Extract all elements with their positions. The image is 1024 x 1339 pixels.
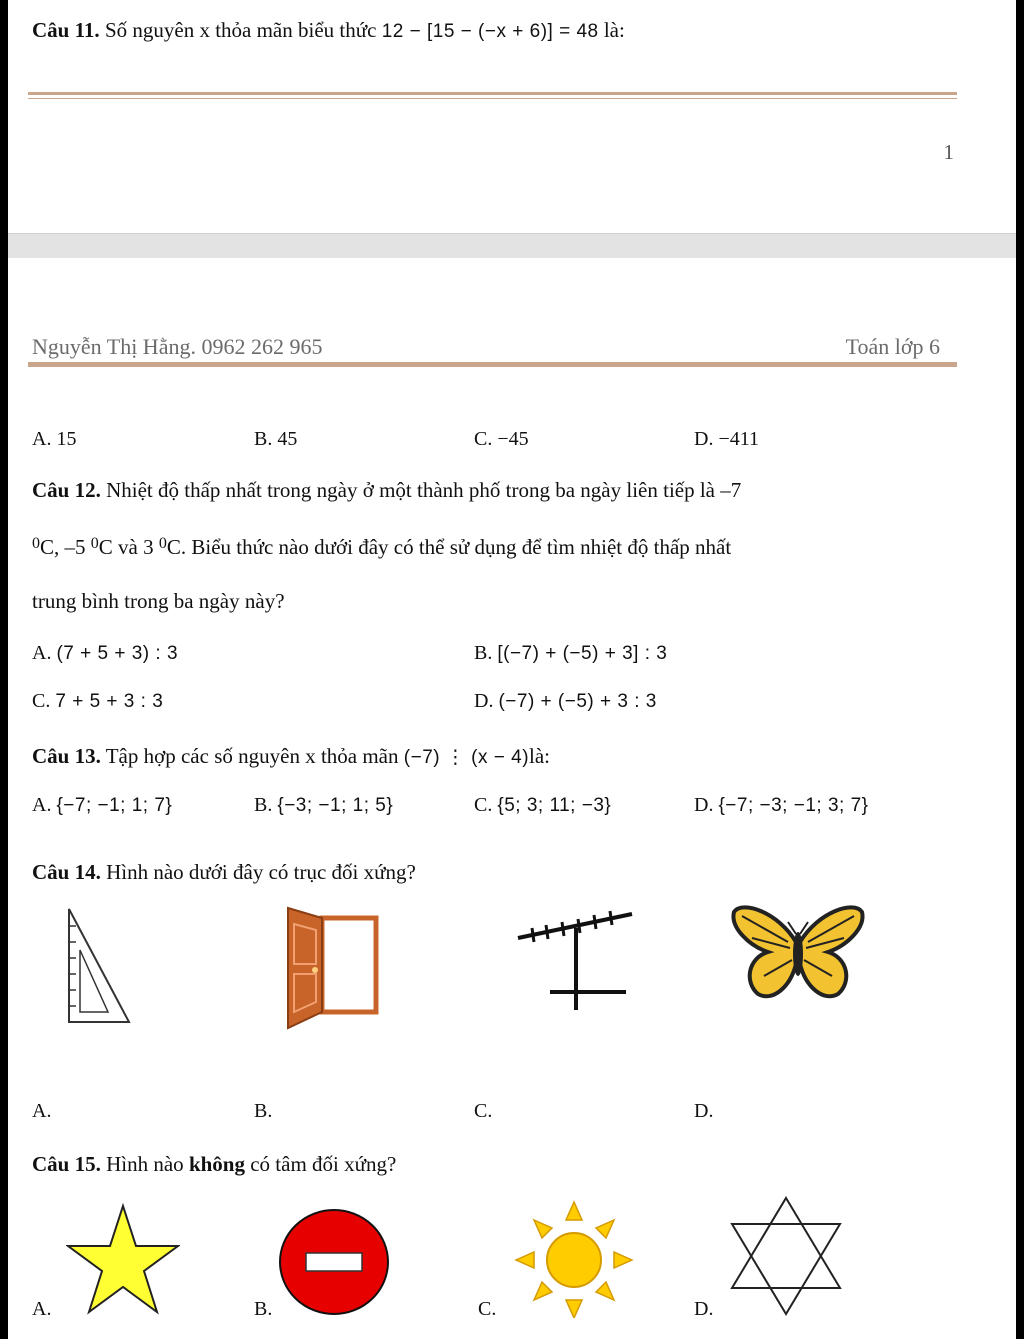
q15-text-bold: không xyxy=(188,1152,245,1176)
q15-option-b: B. xyxy=(254,1298,273,1320)
q13-option-b-label: B. xyxy=(254,794,273,816)
q13-option-b xyxy=(254,794,393,817)
q12-line-2 xyxy=(32,517,964,574)
q12-option-c xyxy=(32,690,163,713)
six-point-star-figure xyxy=(726,1194,846,1318)
q11-option-d: D. −411 xyxy=(694,428,759,450)
q14-option-b: B. xyxy=(254,1100,273,1122)
q14-option-c: C. xyxy=(474,1100,493,1122)
q12-option-a-expr: (7 + 5 + 3) : 3 xyxy=(56,643,179,664)
q13-option-a xyxy=(32,794,172,817)
q12-option-d-expr: (−7) + (−5) + 3 : 3 xyxy=(498,691,657,712)
no-entry-sign-figure xyxy=(276,1206,392,1318)
q11-text: Số nguyên x thỏa mãn biểu thức xyxy=(104,18,377,42)
q13-option-d-expr: {−7; −3; −1; 3; 7} xyxy=(718,795,869,816)
header-author: Nguyễn Thị Hằng. 0962 262 965 xyxy=(32,334,323,359)
q15-option-c: C. xyxy=(478,1298,497,1320)
header-rule xyxy=(28,362,957,367)
q13-option-c-expr: {5; 3; 11; −3} xyxy=(497,795,612,816)
q12-option-a-label: A. xyxy=(32,642,52,664)
q12-line2-part-c: C. Biểu thức nào dưới đây có thể sử dụng để tìm nhiệt độ thấp nhất xyxy=(166,535,732,559)
q13-option-a-expr: {−7; −1; 1; 7} xyxy=(56,795,173,816)
footer-rule-thin xyxy=(28,98,957,99)
open-door-figure xyxy=(282,902,382,1032)
q12-option-c-label: C. xyxy=(32,690,51,712)
q11-tail: là: xyxy=(603,18,625,42)
q14-text: Hình nào dưới đây có trục đối xứng? xyxy=(106,860,416,884)
q13-option-c-label: C. xyxy=(474,794,493,816)
q11-label: Câu 11. xyxy=(32,18,100,42)
q12-option-b-expr: [(−7) + (−5) + 3] : 3 xyxy=(497,643,668,664)
butterfly-figure xyxy=(728,902,868,1006)
q13-tail: là: xyxy=(529,744,551,768)
q12-degree-1: 0 xyxy=(32,535,40,552)
q13-line xyxy=(32,744,550,769)
q11-expression: 12 − [15 − (−x + 6)] = 48 xyxy=(381,21,599,42)
page-gap xyxy=(8,233,1016,260)
q13-option-d xyxy=(694,794,869,817)
q12-line1-text: Nhiệt độ thấp nhất trong ngày ở một thành phố trong ba ngày liên tiếp là –7 xyxy=(106,478,742,502)
q12-option-d-label: D. xyxy=(474,690,494,712)
q13-option-a-label: A. xyxy=(32,794,52,816)
q12-label: Câu 12. xyxy=(32,478,101,502)
q15-line xyxy=(32,1152,396,1177)
q12-option-d xyxy=(474,690,657,713)
page-number: 1 xyxy=(943,140,954,164)
q15-label: Câu 15. xyxy=(32,1152,101,1176)
q12-degree-3: 0 xyxy=(158,535,167,552)
header-subject: Toán lớp 6 xyxy=(845,334,940,359)
q12-option-c-expr: 7 + 5 + 3 : 3 xyxy=(55,691,164,712)
page-bottom xyxy=(8,258,1016,1339)
q13-label: Câu 13. xyxy=(32,744,101,768)
q12-line-3: trung bình trong ba ngày này? xyxy=(32,589,285,613)
antenna-figure xyxy=(512,906,638,1016)
q13-option-b-expr: {−3; −1; 1; 5} xyxy=(277,795,394,816)
q15-text-before: Hình nào xyxy=(106,1152,184,1176)
q12-paragraph xyxy=(32,463,964,628)
q12-option-b-label: B. xyxy=(474,642,493,664)
q15-option-a: A. xyxy=(32,1298,52,1320)
q11-option-a: A. 15 xyxy=(32,428,77,450)
q12-line-1 xyxy=(32,463,964,517)
q11-option-c: C. −45 xyxy=(474,428,529,450)
q14-option-d: D. xyxy=(694,1100,714,1122)
q12-option-a xyxy=(32,642,178,665)
q12-line2-part-b: C và 3 xyxy=(98,535,159,559)
page-top xyxy=(8,0,1016,233)
q12-line2-part-a: C, –5 xyxy=(40,535,91,559)
q13-option-c xyxy=(474,794,611,817)
q13-expression: (−7) ⋮ (x − 4) xyxy=(403,747,530,768)
q14-option-a: A. xyxy=(32,1100,52,1122)
set-square-figure xyxy=(64,904,134,1026)
q13-text: Tập hợp các số nguyên x thỏa mãn xyxy=(105,744,399,768)
sun-figure xyxy=(512,1198,636,1318)
q12-option-b xyxy=(474,642,667,665)
five-point-star-figure xyxy=(66,1202,180,1318)
footer-rule-thick xyxy=(28,92,957,95)
q11-line xyxy=(32,18,625,43)
q14-line xyxy=(32,860,416,885)
q15-option-d: D. xyxy=(694,1298,714,1320)
q15-text-after: có tâm đối xứng? xyxy=(250,1152,397,1176)
q14-label: Câu 14. xyxy=(32,860,101,884)
q13-option-d-label: D. xyxy=(694,794,714,816)
q11-option-b: B. 45 xyxy=(254,428,298,450)
q12-degree-2: 0 xyxy=(90,535,99,552)
